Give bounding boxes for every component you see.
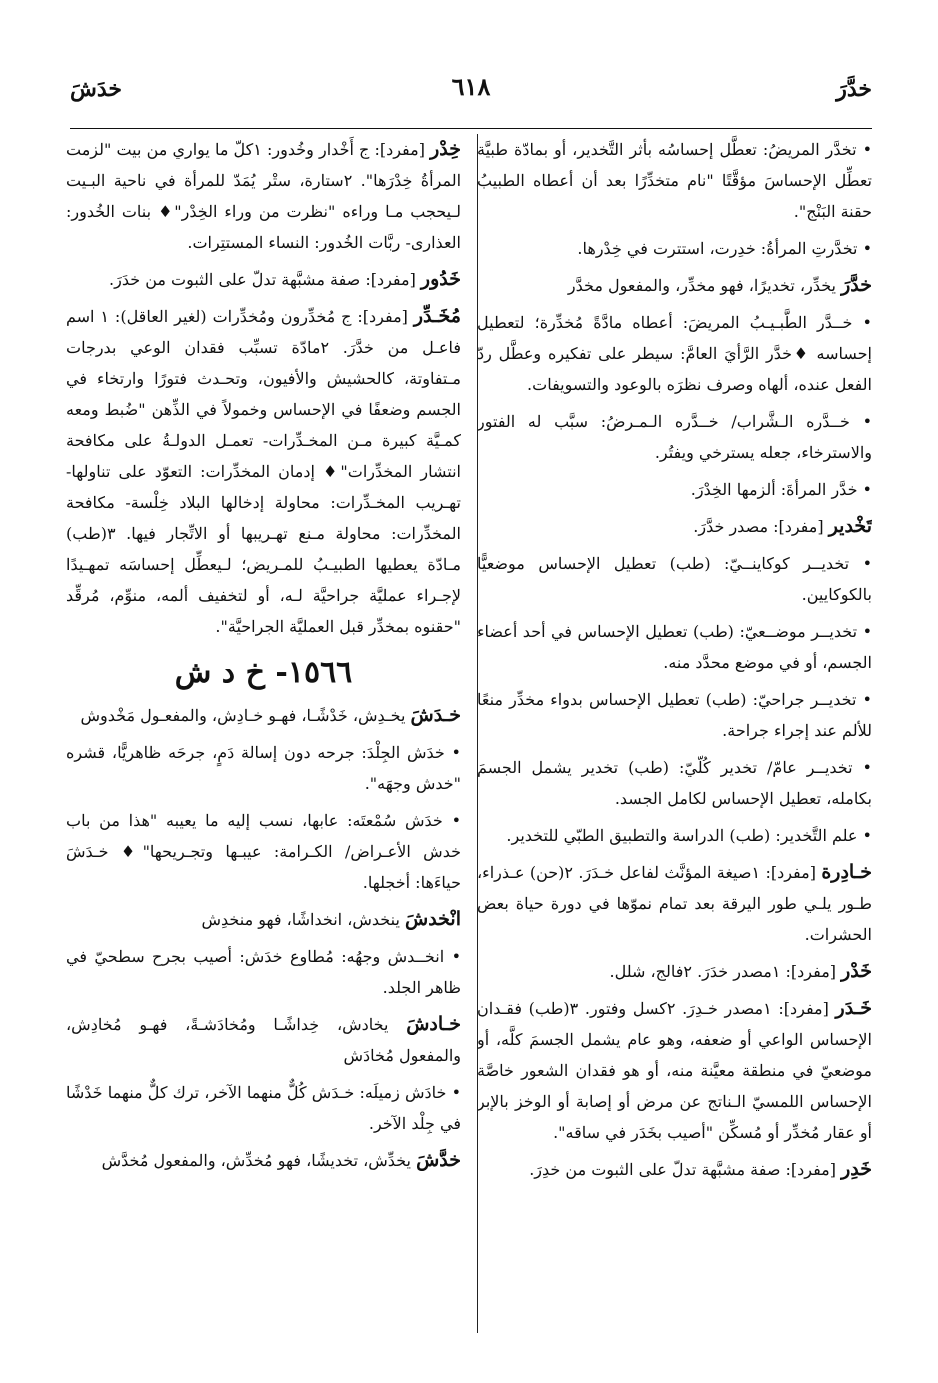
- entry-definition: [مفرد]: ج مُخدِّرون ومُخدِّرات (لغير العاقل): ١ اسم فاعـل من خدَّرَ. ٢مادّة تسبِّب فقدان الوعي بدرجات مـتفاوتة، كالحشيش والأفيون، وتحـدث فتورًا وارتخاء في الجسم وضعفًا في الإحساس وخمولاً في الذِّهن "ضُبط ومعه كمـيَّة كبيرة مـن المخـدِّرات- تعمـل الدولـةُ على مكافحة انتشار المخدِّرات"♦ إدمان المخدِّرات: التعوّد على تناولها- تهـريب المخـدِّرات: محاولة إدخالها البلاد خِلْسة- مكافحة المخدِّرات: محاولة مـنع تهـريبها أو الاتِّجار فيها. ٣(طب) مـادّة يعطيها الطبيـبُ للمـريض؛ لـيعطِّل إحساسَه تمهـيدًا لإجـراء عمليَّة جراحيَّة لـه، أو لتخفيف ألمه، منوِّم، مُرقِّد "حقنوه بمخدِّر قبل العمليَّة الجراحيَّة".: [66, 307, 461, 636]
- dictionary-entry: [66, 700, 461, 731]
- entry-definition: يخادش، خِداشًـا ومُخادَشـةً، فهـو مُخادِش، والمفعول مُخادَش: [66, 1015, 461, 1065]
- dictionary-entry: [477, 1154, 872, 1185]
- dictionary-entry: [66, 1145, 461, 1176]
- entry-definition: • خدَش سُمْعتَه: عابها، نسب إليه ما يعيبه "هذا من باب خدش الأعـراض/ الكـرامة: عيبـها وتجـريحها"♦ خـدَشَ حياءَها: أخجلها.: [66, 811, 461, 892]
- dictionary-entry: [66, 134, 461, 258]
- entry-definition: • انخــدش وجهُه: مُطاوع خدَش: أصيب بجرح سطحيّ في ظاهر الجلد.: [66, 947, 461, 997]
- entry-definition: • خــدَّر الطَّبـيـبُ المريضَ: أعطاه مادَّةً مُخدِّرة؛ لتعطيل إحساسه ♦خدَّر الرَّأيَ العامَّ: سيطر على تفكيره وعطَّل ردّ الفعل عنده، ألهاه وصرف نظرَه بالوعود والتسويفات.: [477, 313, 872, 394]
- entry-definition: • علم التَّخدير: (طب) الدراسة والتطبيق الطبّي للتخدير.: [506, 826, 872, 845]
- dictionary-entry: [66, 1009, 461, 1071]
- dictionary-entry: [477, 511, 872, 542]
- entry-definition: ينخدش، انخداشًا، فهو منخدِش: [201, 910, 400, 929]
- right-column: [477, 134, 872, 1343]
- entry-headword: خَدِر: [841, 1158, 872, 1180]
- dictionary-entry: [66, 805, 461, 898]
- entry-definition: [مفرد]: ١مصدر خدَرَ. ٢فالج، شلل.: [609, 962, 836, 981]
- entry-headword: خَدُور: [420, 268, 461, 290]
- entry-headword: خدَّرَ: [841, 274, 872, 296]
- dictionary-entry: [477, 857, 872, 950]
- dictionary-entry: [477, 616, 872, 678]
- entry-definition: • تخديــر عامّ/ تخدير كُلّيّ: (طب) تخدير يشمل الجسمَ بكامله، تعطيل الإحساس لكامل الجسد.: [477, 758, 872, 808]
- dictionary-entry: [477, 270, 872, 301]
- entry-definition: [مفرد]: ج أَخْدار وخُدور: ١كلّ ما يواري من بيت "لزمت المرأةُ خِدْرَها". ٢ستارة، ستْر يُمَدّ للمرأة في ناحية البـيت لـيحجب مـا وراءه "نظرت من وراء الخِدْر"♦ بنات الخُدور: العذارى- ربَّات الخُدور: النساء المستتِرات.: [66, 140, 461, 252]
- dictionary-entry: [477, 684, 872, 746]
- entry-definition: يخدِّر، تخديرًا، فهو مخدِّر، والمفعول مخدَّر: [567, 276, 836, 295]
- entry-definition: • خــدَّره الـشَّراب/ خــدَّره الـمـرضُ: سبَّب له الفتور والاسترخاء، جعله يسترخي ويفتُر.: [477, 412, 872, 462]
- dictionary-entry: [66, 904, 461, 935]
- entry-headword: خـدَشَ: [410, 704, 461, 726]
- dictionary-entry: [477, 956, 872, 987]
- entry-definition: • تخديــر كوكاينــيّ: (طب) تعطيل الإحساس موضعيًّا بالكوكايين.: [477, 554, 872, 604]
- dictionary-entry: [477, 820, 872, 851]
- entry-definition: [مفرد]: مصدر خدَّرَ.: [693, 517, 824, 536]
- dictionary-entry: [66, 1077, 461, 1139]
- dictionary-entry: [66, 301, 461, 642]
- entry-definition: • خدَّر المرأةَ: ألزمها الخِدْرَ.: [690, 480, 872, 499]
- dictionary-entry: [477, 233, 872, 264]
- dictionary-entry: [477, 307, 872, 400]
- entry-definition: • تخديــر موضــعيّ: (طب) تعطيل الإحساس في أحد أعضاء الجسم، أو في موضع محدَّد منه.: [477, 622, 872, 672]
- page-number: ٦١٨: [451, 72, 491, 101]
- left-column-entries-top: [66, 134, 461, 642]
- left-column-entries-bottom: [66, 700, 461, 1176]
- entry-definition: • تخدَّرتِ المرأةُ: خدِرت، استترت في خِدْرها.: [577, 239, 872, 258]
- entry-definition: يخدِّش، تخديشًا، فهو مُخدِّش، والمفعول مُخدَّش: [101, 1151, 411, 1170]
- running-head-right: خدَّرَ: [836, 76, 872, 102]
- entry-headword: مُخَـدِّر: [413, 305, 461, 327]
- entry-definition: • خدَش الجِلْدَ: جرحه دون إسالة دَمٍ، جرحَه ظاهريًّا، قشره "خدش وجهَه".: [66, 743, 461, 793]
- dictionary-entry: [66, 264, 461, 295]
- entry-definition: • تخديــر جراحيّ: (طب) تعطيل الإحساس بدواء مخدِّر منعًا للألم عند إجراء جراحة.: [477, 690, 872, 740]
- entry-definition: [مفرد]: صفة مشبَّهة تدلّ على الثبوت من خدِرَ.: [529, 1160, 836, 1179]
- root-heading: ١٥٦٦- خ د ش: [174, 655, 353, 690]
- page-header: [70, 70, 872, 110]
- running-head-left: خدَشَ: [70, 76, 123, 102]
- entry-headword: خَدْر: [841, 960, 872, 982]
- dictionary-entry: [477, 993, 872, 1148]
- left-column: [66, 134, 461, 1343]
- entry-definition: يخـدِش، خَدْشًـا، فهـو خـادِش، والمفعـول مَخْدوش: [80, 706, 406, 725]
- dictionary-entry: [66, 737, 461, 799]
- entry-headword: تَخْدير: [828, 515, 872, 537]
- entry-definition: [مفرد]: صفة مشبَّهة تدلّ على الثبوت من خدَرَ.: [109, 270, 416, 289]
- entry-definition: [مفرد]: ١مصدر خـدِرَ. ٢كسل وفتور. ٣(طب) فقـدان الإحساس الواعي أو ضعفه، وهو عام يشمل الجسمَ كلَّه، أو موضعيّ في منطقة معيَّنة منه، أو هو فقدان الشعور خاصَّة الإحساس اللمسيّ الـناتج عن مرض أو إصابة أو الوخز بالإبر أو عقار مُخدِّر أو مُسكِّن "أصيب بخَدَر في ساقه".: [477, 999, 872, 1142]
- entry-headword: انْخدشَ: [405, 908, 461, 930]
- dictionary-entry: [66, 941, 461, 1003]
- entry-definition: • تخدَّر المريضُ: تعطَّل إحساسُه بأثر التَّخدير، أو بمادّة طبيَّة تعطِّل الإحساسَ مؤقَّتًا "نام متخدِّرًا بعد أن أعطاه الطبيبُ حقنة البَنْج".: [477, 140, 872, 221]
- header-rule: [70, 128, 872, 129]
- dictionary-entry: [477, 548, 872, 610]
- entry-headword: خـادِرة: [821, 861, 872, 883]
- entry-definition: [مفرد]: ١صيغة المؤنَّث لفاعل خـدَرَ. ٢(حن) عـذراء، طـور يلـي طور اليرقة بعد تمام نموّها في دورة حياة بعض الحشرات.: [477, 863, 872, 944]
- entry-headword: خـادشَ: [406, 1013, 461, 1035]
- entry-headword: خدَّشَ: [416, 1149, 461, 1171]
- dictionary-entry: [477, 134, 872, 227]
- entry-definition: • خادَش زميلَه: خـدَش كُلٌّ منهما الآخر، ترك كلٌّ منهما خَدْشًا في جِلْد الآخر.: [66, 1083, 461, 1133]
- dictionary-entry: [477, 474, 872, 505]
- entry-headword: خَـدَر: [835, 997, 872, 1019]
- dictionary-entry: [477, 752, 872, 814]
- entry-headword: خِدْر: [430, 138, 461, 160]
- dictionary-entry: [477, 406, 872, 468]
- column-divider: [477, 134, 478, 1333]
